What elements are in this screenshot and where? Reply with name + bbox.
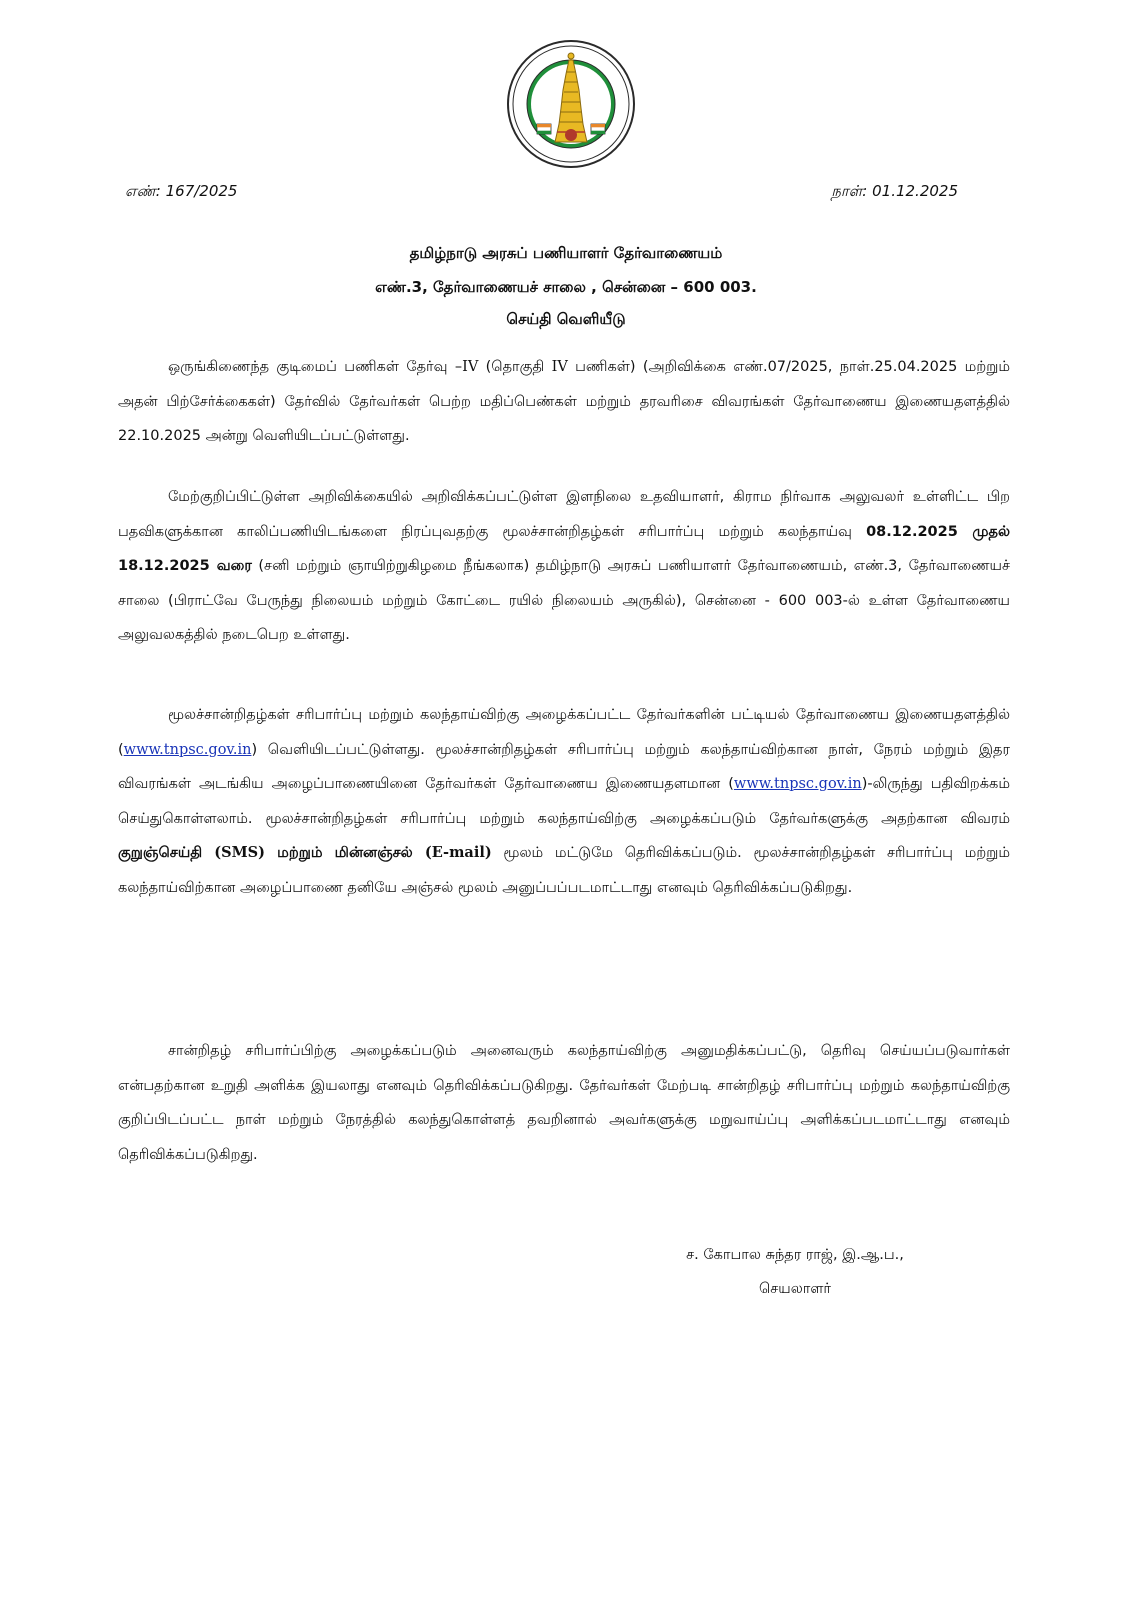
document-type-title: செய்தி வெளியீடு [506,310,626,328]
signatory-designation: செயலாளர் [758,1281,832,1297]
paragraph-candidate-list: மூலச்சான்றிதழ்கள் சரிபார்ப்பு மற்றும் கலந்தாய்விற்கு அழைக்கப்பட்ட தேர்வர்களின் பட்டியல் தேர்வாணைய இணையதளத்தில் (www.tnpsc.gov.in) வெளியிடப்பட்டுள்ளது. மூலச்சான்றிதழ்கள் சரிபார்ப்பு மற்றும் கலந்தாய்விற்கான நாள், நேரம் மற்றும் இதர விவரங்கள் அடங்கிய அழைப்பாணையினை தேர்வர்கள் தேர்வாணைய இணையதளமான (www.tnpsc.gov.in)-லிருந்து பதிவிறக்கம் செய்துகொள்ளலாம். மூலச்சான்றிதழ்கள் சரிபார்ப்பு மற்றும் கலந்தாய்விற்கு அழைக்கப்படும் தேர்வர்களுக்கு அதற்கான விவரம் குறுஞ்செய்தி (SMS) மற்றும் மின்னஞ்சல் (E-mail) மூலம் மட்டுமே தெரிவிக்கப்படும். மூலச்சான்றிதழ்கள் சரிபார்ப்பு மற்றும் கலந்தாய்விற்கான அழைப்பாணை தனியே அஞ்சல் மூலம் அனுப்பப்படமாட்டாது எனவும் தெரிவிக்கப்படுகிறது. [118,707,1010,896]
tamil-nadu-state-emblem-icon [505,38,637,170]
paragraph-exam-results: ஒருங்கிணைந்த குடிமைப் பணிகள் தேர்வு –IV (தொகுதி IV பணிகள்) (அறிவிக்கை எண்.07/2025, நாள்.25.04.2025 மற்றும் அதன் பிற்சேர்க்கைகள்) தேர்வில் தேர்வர்கள் பெற்ற மதிப்பெண்கள் மற்றும் தரவரிசை விவரங்கள் தேர்வாணைய இணையதளத்தில் 22.10.2025 அன்று வெளியிடப்பட்டுள்ளது. [118,359,1010,444]
reference-number: எண்: 167/2025 [125,182,238,200]
signature-block [650,1238,940,1306]
organization-name: தமிழ்நாடு அரசுப் பணியாளர் தேர்வாணையம் [409,244,723,262]
paragraph-disclaimer: சான்றிதழ் சரிபார்ப்பிற்கு அழைக்கப்படும் அனைவரும் கலந்தாய்விற்கு அனுமதிக்கப்பட்டு, தெரிவு செய்யப்படுவார்கள் என்பதற்கான உறுதி அளிக்க இயலாது எனவும் தெரிவிக்கப்படுகிறது. தேர்வர்கள் மேற்படி சான்றிதழ் சரிபார்ப்பு மற்றும் கலந்தாய்விற்கு குறிப்பிடப்பட்ட நாள் மற்றும் நேரத்தில் கலந்துகொள்ளத் தவறினால் அவர்களுக்கு மறுவாய்ப்பு அளிக்கப்படமாட்டாது எனவும் தெரிவிக்கப்படுகிறது. [118,1043,1010,1163]
tnpsc-website-link-2[interactable]: www.tnpsc.gov.in [733,776,862,792]
paragraph-verification-schedule: மேற்குறிப்பிட்டுள்ள அறிவிக்கையில் அறிவிக்கப்பட்டுள்ள இளநிலை உதவியாளர், கிராம நிர்வாக அலுவலர் உள்ளிட்ட பிற பதவிகளுக்கான காலிப்பணியிடங்களை நிரப்புவதற்கு மூலச்சான்றிதழ்கள் சரிபார்ப்பு மற்றும் கலந்தாய்வு 08.12.2025 முதல் 18.12.2025 வரை (சனி மற்றும் ஞாயிற்றுகிழமை நீங்கலாக) தமிழ்நாடு அரசுப் பணியாளர் தேர்வாணையம், எண்.3, தேர்வாணையச் சாலை (பிராட்வே பேருந்து நிலையம் மற்றும் கோட்டை ரயில் நிலையம் அருகில்), சென்னை - 600 003-ல் உள்ள தேர்வாணைய அலுவலகத்தில் நடைபெற உள்ளது. [118,489,1011,643]
organization-address: எண்.3, தேர்வாணையச் சாலை , சென்னை – 600 003. [375,278,757,296]
tnpsc-website-link[interactable]: www.tnpsc.gov.in [123,741,252,758]
issue-date: நாள்: 01.12.2025 [831,182,958,200]
signatory-name: ச. கோபால சுந்தர ராஜ், இ.ஆ.ப., [686,1247,904,1263]
